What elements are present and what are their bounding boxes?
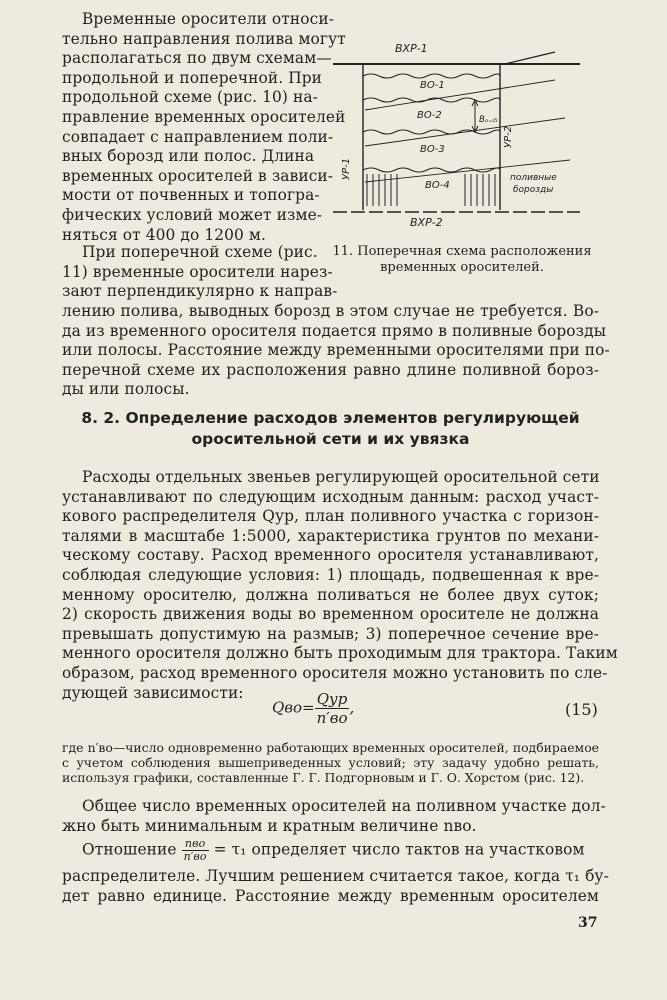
furrows-label: поливные [510, 173, 557, 183]
spacing-label: Bₒ₌ₗ₅ [479, 115, 498, 125]
text-line: 11) временные оросители нарез- [62, 262, 333, 281]
equation-numerator: Qур [315, 690, 350, 709]
text-line: совпадает с направлением поли- [62, 127, 334, 146]
text-line: или полосы. Расстояние между временными оросителями при по- [62, 341, 610, 360]
vkhr2-label: ВХР-2 [410, 216, 443, 229]
equation-lhs: Qво= [272, 698, 315, 717]
equation-denominator: n′во [316, 709, 348, 727]
furrows-label: борозды [513, 185, 554, 195]
equation-fraction [315, 690, 350, 727]
equation-note [62, 741, 599, 785]
text-line: жно быть минимальным и кратным величине nво. [62, 816, 477, 835]
ur2-label: УР-2 [503, 125, 514, 148]
heading-line: 8. 2. Определение расходов элементов регулирующей [81, 409, 580, 427]
paragraph-2-full [62, 302, 610, 400]
vo1-label: ВО-1 [420, 80, 445, 91]
caption-line: 11. Поперечная схема расположения [332, 244, 592, 259]
equation-15 [272, 690, 354, 727]
text-line: 2) скорость движения воды во временном оросителе не должна [62, 605, 599, 624]
vo1-line [363, 74, 500, 78]
text-line: няться от 400 до 1200 м. [62, 225, 266, 244]
text-line: мости от почвенных и топогра- [62, 186, 320, 205]
text-line: распределителе. Лучшим решением считается такое, когда τ₁ бу- [62, 867, 609, 885]
figure-diagram [325, 30, 595, 260]
vo2-label: ВО-2 [417, 110, 442, 121]
text-line: устанавливают по следующим исходным данным: расход участ- [62, 487, 599, 506]
text-line: дет равно единице. Расстояние между временным оросителем [62, 886, 599, 905]
contour-line [365, 80, 555, 110]
text-line: соблюдая следующие условия: 1) площадь, подвешенная к вре- [62, 565, 599, 584]
page-number: 37 [578, 915, 598, 931]
text-line: продольной и поперечной. При [62, 68, 323, 87]
text-line: тельно направления полива могут [62, 29, 346, 48]
ur1-label: УР-1 [341, 157, 352, 180]
equation-tail: , [349, 698, 355, 717]
paragraph-5 [62, 837, 609, 906]
equation-number: (15) [565, 700, 598, 719]
vo4-label: ВО-4 [425, 180, 450, 191]
text-line: кового распределителя Qур, план поливного участка с горизон- [62, 507, 599, 526]
heading-line: оросительной сети и их увязка [191, 430, 470, 448]
furrows-right [465, 174, 495, 206]
para5-rest: = τ₁ определяет число тактов на участковом [213, 840, 585, 859]
text-line: превышать допустимую на размыв; 3) поперечное сечение вре- [62, 624, 599, 643]
text-line: образом, расход временного оросителя можно установить по сле- [62, 663, 608, 682]
text-line: Общее число временных оросителей на поливном участке дол- [82, 797, 606, 815]
text-line: перечной схеме их расположения равно длине поливной бороз- [62, 360, 599, 379]
text-line: да из временного оросителя подается прямо в поливные борозды [62, 321, 607, 340]
para5-start: Отношение [82, 840, 177, 859]
text-line: дующей зависимости: [62, 683, 244, 702]
text-line: менного оросителя должно быть проходимым для трактора. Таким [62, 644, 618, 663]
paragraph-1 [62, 10, 346, 245]
note-line: используя графики, составленные Г. Г. Подгорновым и Г. О. Хорстом (рис. 12). [62, 769, 585, 785]
text-line: Расходы отдельных звеньев регулирующей оросительной сети [82, 468, 600, 486]
text-line: менному оросителю, должна поливаться не более двух суток; [62, 585, 599, 604]
text-line: временных оросителей в зависи- [62, 166, 334, 185]
note-line: с учетом соблюдения вышеприведенных условий; эту задачу удобно решать, [62, 754, 599, 770]
text-line: продольной схеме (рис. 10) на- [62, 88, 318, 107]
text-line: ческому составу. Расход временного оросителя устанавливают, [62, 546, 599, 565]
ratio-fraction [182, 838, 209, 863]
text-line: ды или полосы. [62, 380, 190, 399]
ratio-denominator: n′во [183, 850, 207, 863]
text-line: фических условий может изме- [62, 205, 323, 224]
text-line: зают перпендикулярно к направ- [62, 282, 338, 301]
text-line: лению полива, выводных борозд в этом случае не требуется. Во- [62, 302, 599, 320]
note-line: где n′во—число одновременно работающих временных оросителей, подбираемое [62, 740, 599, 755]
paragraph-3 [62, 468, 618, 703]
paragraph-4 [62, 797, 606, 836]
vo2-line [363, 98, 500, 102]
figure-caption [322, 244, 602, 276]
ratio-numerator: nво [182, 838, 209, 851]
section-heading [62, 408, 599, 450]
text-line: Временные оросители относи- [82, 10, 335, 28]
text-line [62, 838, 599, 863]
text-line: правление временных оросителей [62, 107, 346, 126]
caption-line: временных оросителей. [380, 260, 544, 275]
text-line: вных борозд или полос. Длина [62, 147, 315, 166]
vkhr1-branch [505, 52, 555, 64]
vo3-line [363, 130, 500, 134]
text-line: При поперечной схеме (рис. [82, 243, 318, 261]
text-line: располагаться по двум схемам— [62, 49, 332, 68]
vo3-label: ВО-3 [420, 144, 445, 155]
vkhr1-label: ВХР-1 [395, 42, 428, 55]
paragraph-2-left [62, 243, 338, 302]
text-line: талями в масштабе 1:5000, характеристика грунтов по механи- [62, 526, 599, 545]
